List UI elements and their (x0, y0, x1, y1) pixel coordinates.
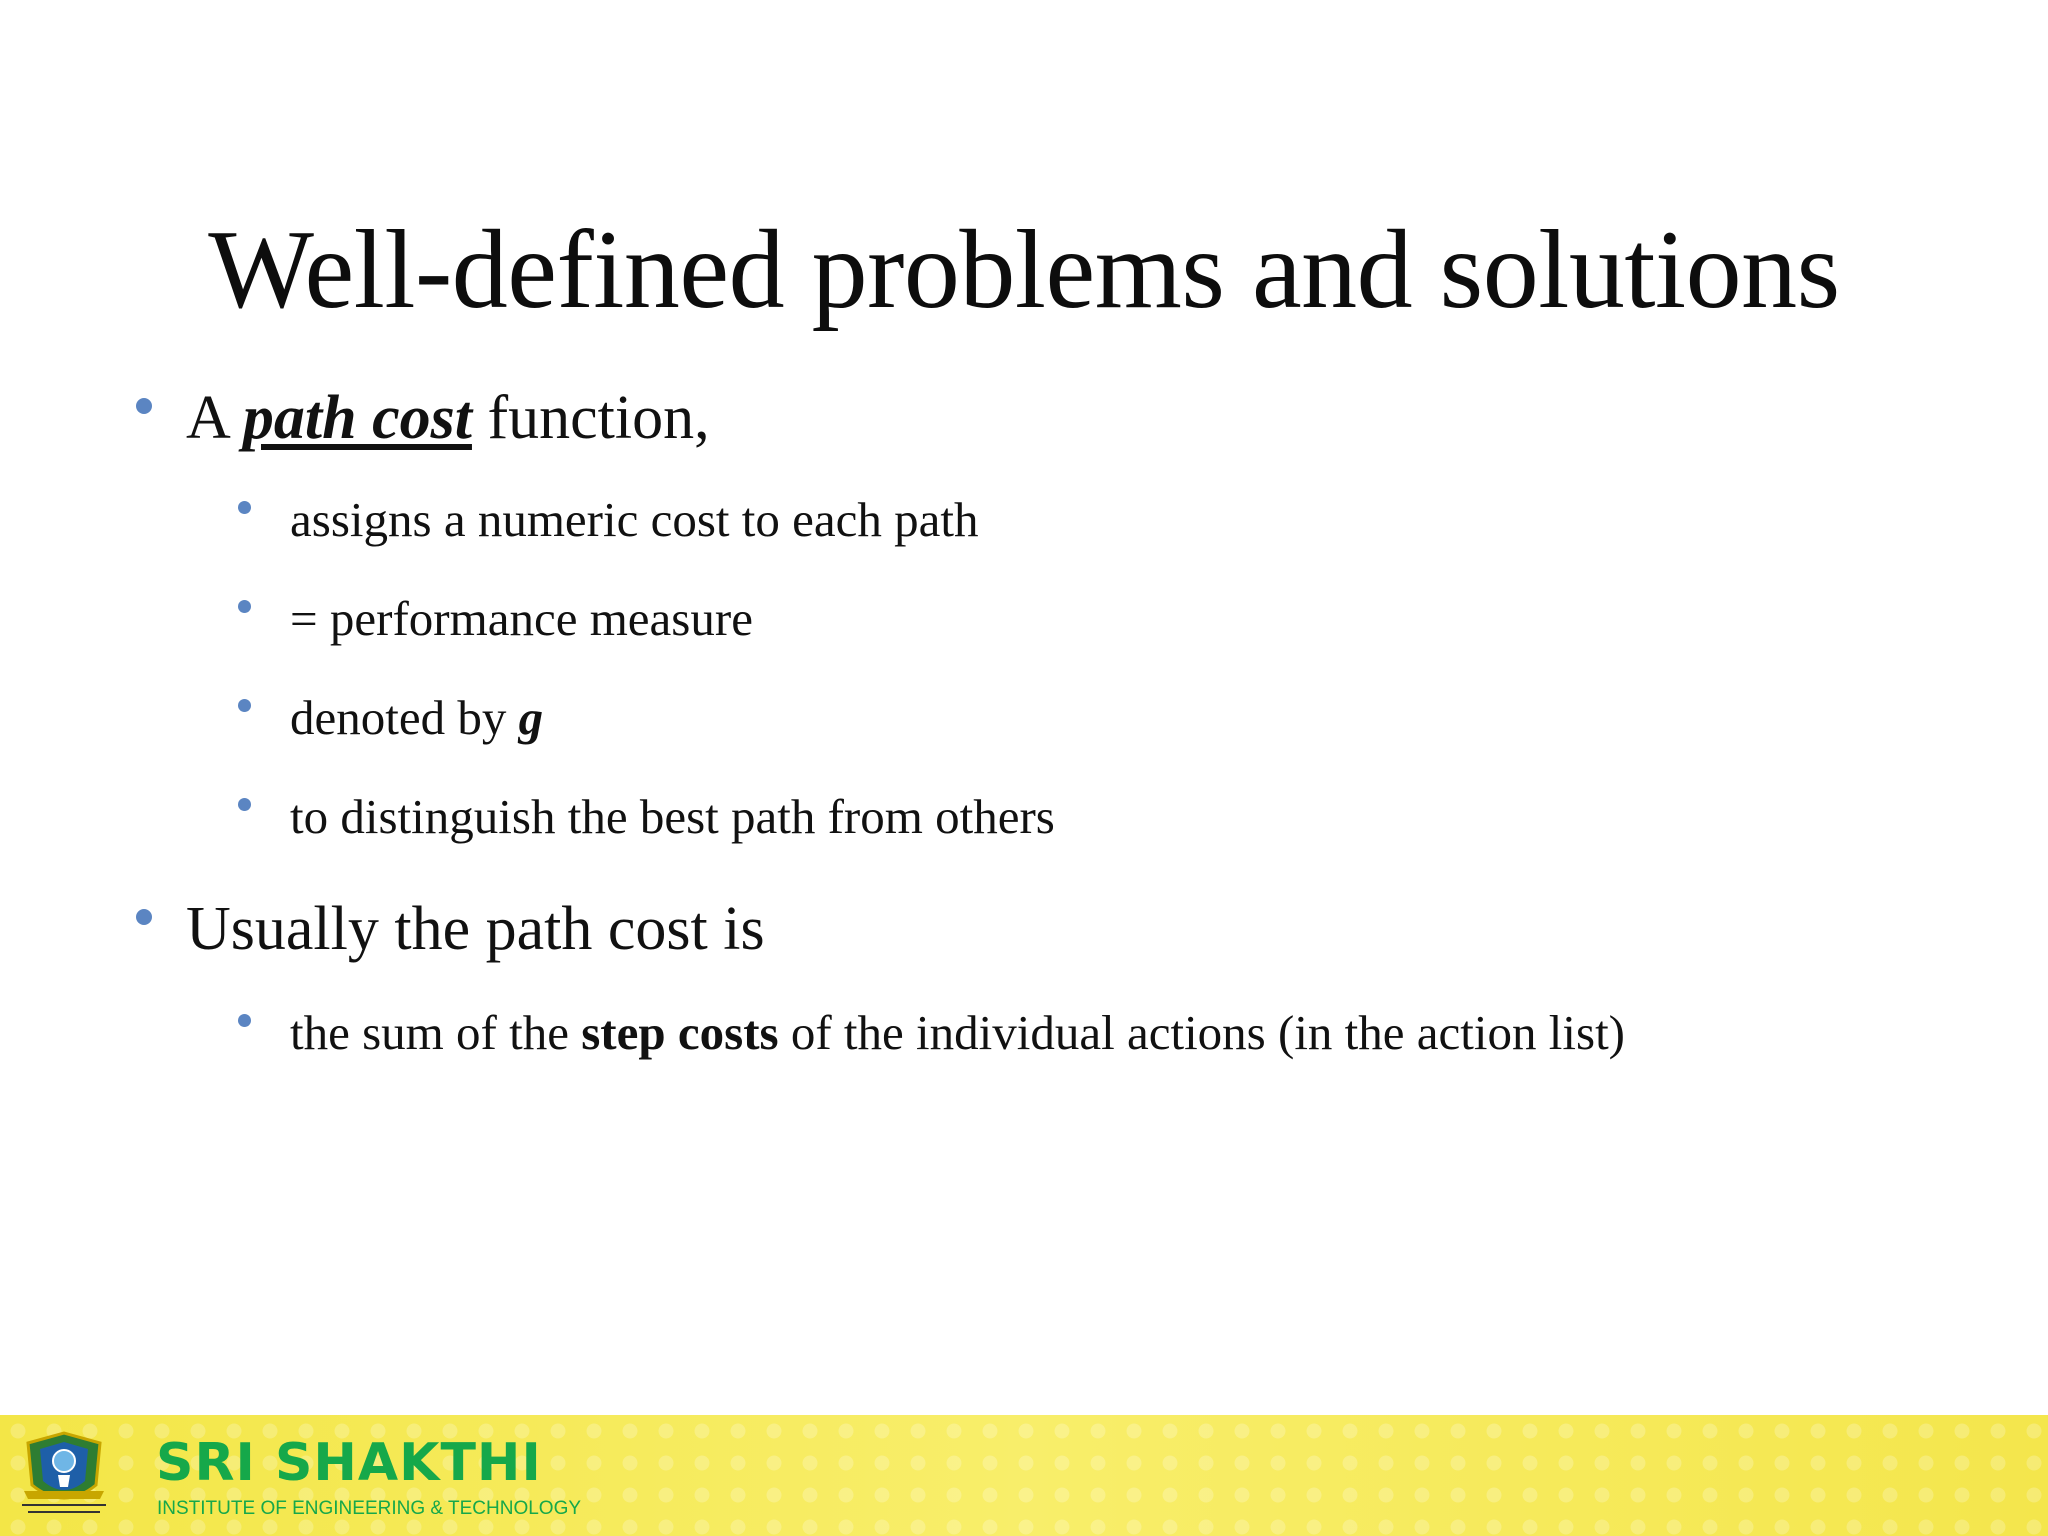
sub-bullet-distinguish-best-path (238, 787, 1055, 847)
term-step-costs: step costs (581, 1005, 779, 1060)
bullet-text (290, 1003, 1625, 1063)
bullet-text (290, 688, 543, 748)
brand-name: SRI SHAKTHI (156, 1433, 542, 1493)
bullet-text: = performance measure (290, 591, 753, 646)
bullet-prefix: the sum of the (290, 1005, 582, 1060)
bullet-prefix: denoted by (290, 690, 519, 745)
bullet-dot-icon (136, 398, 152, 414)
sub-bullet-denoted-by-g (238, 688, 543, 748)
bullet-usually-path-cost (136, 893, 765, 965)
bullet-dot-icon (238, 501, 251, 514)
bullet-text: Usually the path cost is (186, 895, 765, 963)
bullet-dot-icon (238, 600, 251, 613)
bullet-dot-icon (136, 909, 152, 925)
bullet-prefix: A (186, 384, 243, 452)
bullet-text: to distinguish the best path from others (290, 789, 1055, 844)
sub-bullet-performance-measure (238, 589, 753, 649)
bullet-dot-icon (238, 699, 251, 712)
sub-bullet-sum-of-step-costs (238, 1003, 1625, 1063)
bullet-suffix: function, (471, 384, 710, 452)
symbol-g: g (518, 690, 544, 745)
term-path-cost: path cost (242, 384, 472, 452)
brand-subtitle: INSTITUTE OF ENGINEERING & TECHNOLOGY (157, 1498, 582, 1519)
bullet-text: assigns a numeric cost to each path (290, 492, 979, 547)
bullet-text (186, 382, 710, 454)
bullet-dot-icon (238, 1014, 251, 1027)
footer-band (0, 1415, 2048, 1536)
slide-title: Well-defined problems and solutions (208, 208, 1840, 332)
bullet-suffix: of the individual actions (in the action list) (778, 1005, 1626, 1060)
bullet-path-cost (136, 382, 710, 454)
bullet-dot-icon (238, 798, 251, 811)
sub-bullet-assigns-cost (238, 490, 979, 550)
institute-logo (18, 1425, 110, 1525)
